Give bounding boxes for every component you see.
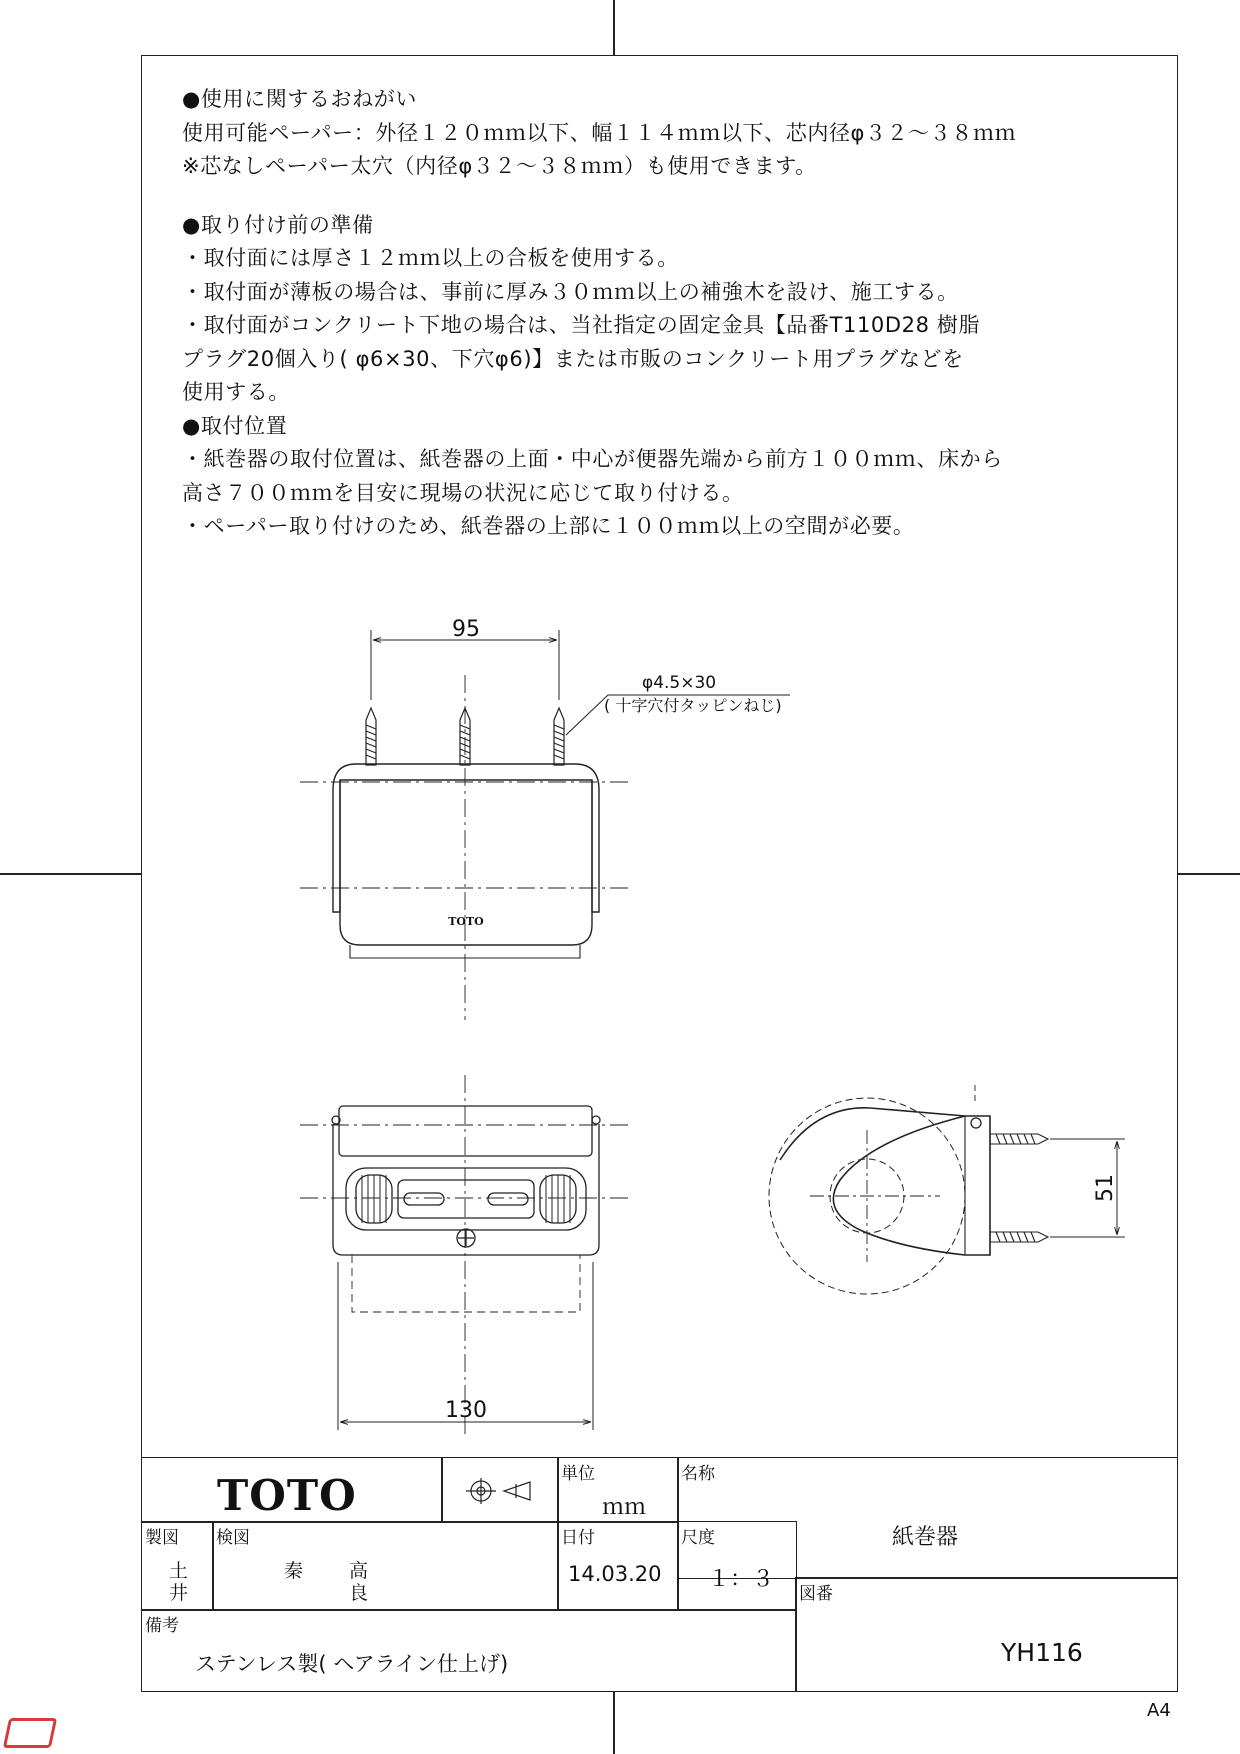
drawing-no-cell <box>795 1577 1178 1692</box>
title-block <box>141 1457 1178 1692</box>
date-label: 日付 <box>561 1528 595 1548</box>
checked-by-2b: 良 <box>349 1582 369 1604</box>
screw-icon <box>990 1134 1048 1144</box>
prep-line: ・取付面には厚さ１２ｍｍ以上の合板を使用する。 <box>182 246 679 270</box>
drawing-no-label: 図番 <box>799 1584 833 1604</box>
scale-value: １：３ <box>708 1567 775 1592</box>
drawn-by-1: 土 <box>169 1560 189 1582</box>
screw-icon <box>554 708 564 765</box>
screw-icon <box>366 708 376 765</box>
prep-line: 使用する。 <box>182 380 290 404</box>
position-line: 高さ７００ｍｍを目安に現場の状況に応じて取り付ける。 <box>182 480 744 505</box>
brand-logo: TOTO <box>217 1471 357 1520</box>
dim-bottom-label: 130 <box>445 1398 487 1423</box>
prep-line: ・取付面が薄板の場合は、事前に厚み３０ｍｍ以上の補強木を設け、施工する。 <box>182 279 959 304</box>
unit-label: 単位 <box>561 1464 595 1484</box>
dim-side-label: 51 <box>1093 1174 1118 1202</box>
scale-label: 尺度 <box>681 1528 715 1548</box>
dim-top-label: 95 <box>452 617 480 642</box>
name-value: 紙巻器 <box>892 1525 959 1550</box>
usage-line: 使用可能ペーパー：外径１２０ｍｍ以下、幅１１４ｍｍ以下、芯内径φ３２～３８ｍｍ <box>182 120 1017 145</box>
projection-cell <box>441 1457 559 1523</box>
screw-note-label: ( 十字穴付タッピンねじ) <box>604 696 782 715</box>
drawn-cell <box>141 1521 214 1611</box>
unit-value: ｍｍ <box>602 1495 647 1520</box>
checked-cell <box>212 1521 559 1611</box>
remarks-value: ステンレス製( ヘアライン仕上げ) <box>195 1652 509 1676</box>
remarks-label: 備考 <box>145 1616 179 1636</box>
drawn-by-2: 井 <box>169 1582 189 1604</box>
checked-label: 検図 <box>216 1528 250 1548</box>
prep-line: プラグ20個入り( φ6×30、下穴φ6)】または市販のコンクリート用プラグなどを <box>182 346 964 371</box>
name-label: 名称 <box>681 1464 715 1484</box>
corner-stamp-icon <box>3 1718 57 1748</box>
date-cell <box>557 1521 679 1611</box>
position-line: ・紙巻器の取付位置は、紙巻器の上面・中心が便器先端から前方１００ｍｍ、床から <box>182 447 1003 471</box>
checked-by-1: 秦 <box>284 1560 304 1582</box>
date-value: 14.03.20 <box>568 1562 662 1586</box>
remarks-cell <box>141 1609 797 1692</box>
unit-cell <box>557 1457 679 1523</box>
side-view <box>769 1085 1125 1294</box>
usage-line: ※芯なしペーパー太穴（内径φ３２～３８ｍｍ）も使用できます。 <box>182 154 817 178</box>
prep-line: ・取付面がコンクリート下地の場合は、当社指定の固定金具【品番T110D28 樹脂 <box>182 313 981 337</box>
scale-cell <box>677 1521 797 1611</box>
screw-spec-label: φ4.5×30 <box>642 673 717 693</box>
prep-heading: ●取り付け前の準備 <box>182 212 374 237</box>
drawn-label: 製図 <box>145 1528 179 1548</box>
top-view <box>300 630 790 1020</box>
position-heading: ●取付位置 <box>182 413 288 438</box>
projection-symbol-icon <box>442 1458 560 1524</box>
sheet-size-label: A4 <box>1147 1700 1171 1721</box>
front-logo: TOTO <box>448 915 484 928</box>
position-line: ・ペーパー取り付けのため、紙巻器の上部に１００ｍｍ以上の空間が必要。 <box>182 514 915 538</box>
usage-heading: ●使用に関するおねがい <box>182 87 417 111</box>
checked-by-2a: 高 <box>349 1560 369 1582</box>
front-view <box>300 1075 632 1435</box>
screw-icon <box>990 1232 1048 1242</box>
brand-cell <box>141 1457 443 1523</box>
drawing-no-value: YH116 <box>1001 1638 1083 1667</box>
